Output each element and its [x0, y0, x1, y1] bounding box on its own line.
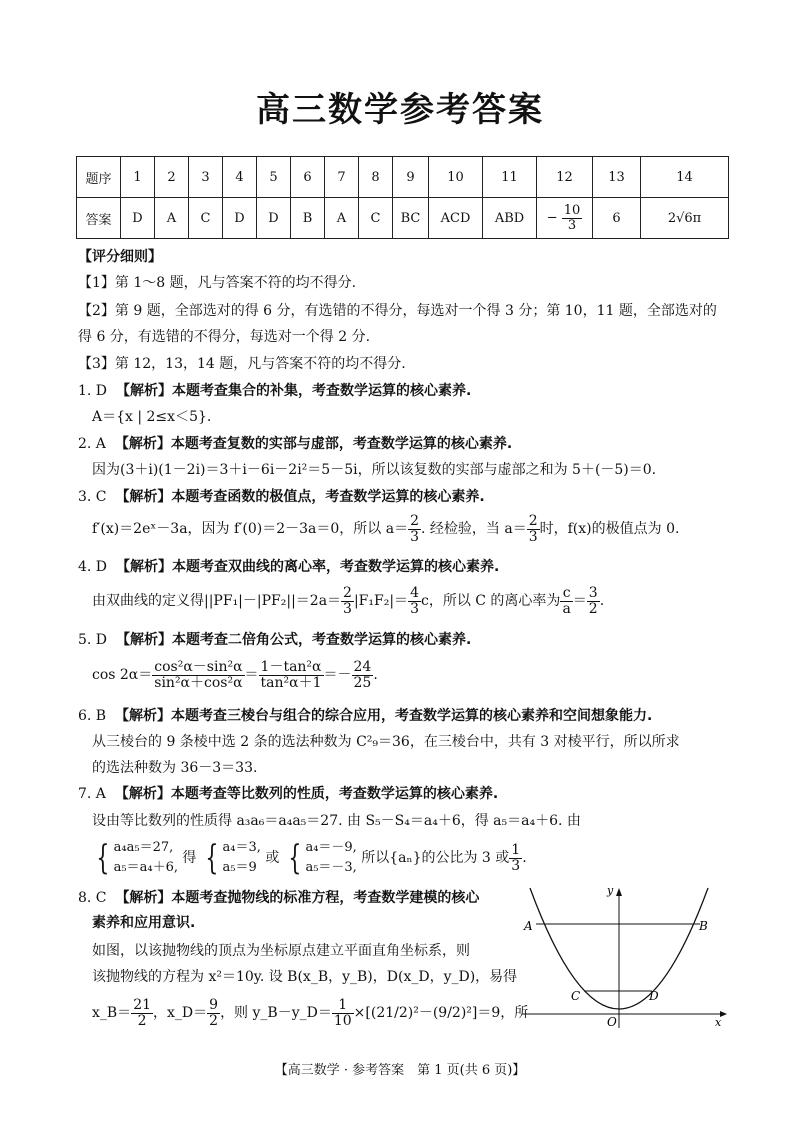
q8-line-1: 如图，以该抛物线的顶点为坐标原点建立平面直角坐标系，则 — [92, 943, 470, 959]
equation-system — [223, 838, 261, 878]
equation: a₅＝9 — [222, 860, 257, 875]
answer-cell: D — [257, 198, 291, 239]
q6-line-2: 的选法种数为 36－3＝33. — [92, 760, 258, 776]
rule-2b: 得 6 分，有选错的不得分，每选对一个得 2 分. — [78, 329, 371, 345]
fraction — [352, 660, 374, 690]
equation: a₅＝a₄＋6, — [113, 860, 178, 875]
fraction-numerator: 21 — [133, 997, 152, 1013]
fraction — [587, 586, 600, 616]
equation-system — [114, 838, 178, 878]
q8-line-3 — [92, 998, 528, 1028]
answer-cell: D — [223, 198, 257, 239]
fraction-numerator: 4 — [410, 585, 419, 601]
question-number: 5 — [257, 157, 291, 198]
fraction-denominator: 3 — [410, 600, 419, 617]
fraction — [207, 998, 220, 1028]
question-number: 3 — [189, 157, 223, 198]
answer-cell: ACD — [429, 198, 483, 239]
fraction — [332, 998, 354, 1028]
fraction-denominator: 3 — [343, 600, 352, 617]
fraction-numerator: 1 — [511, 841, 521, 858]
label-c: C — [571, 989, 581, 1003]
fraction — [408, 586, 421, 616]
equation: a₄a₅＝27, — [113, 840, 174, 855]
q7-line-1: 设由等比数列的性质得 a₃a₆＝a₄a₅＝27. 由 S₅－S₄＝a₄＋6，得 a₅＝a₄＋6. 由 — [92, 813, 581, 829]
brace: { — [96, 838, 110, 878]
fraction-denominator: 3 — [567, 217, 577, 233]
question-number: 7 — [325, 157, 359, 198]
q2-answer: 2. A — [78, 436, 106, 452]
rule-2a: 【2】第 9 题，全部选对的得 6 分，有选错的不得分，每选对一个得 3 分；第 10，11 题，全部选对的 — [78, 303, 717, 319]
q4-text: c，所以 C 的离心率为 — [420, 593, 561, 610]
q6-line-1: 从三棱台的 9 条棱中选 2 条的选法种数为 C²₉＝36，在三棱台中，共有 3 对棱平行，所以所求 — [92, 734, 680, 750]
brace: { — [288, 838, 302, 878]
fraction-numerator: 9 — [209, 997, 219, 1013]
answer-cell: ABD — [483, 198, 537, 239]
label-y: y — [607, 884, 614, 897]
q4-answer: 4. D — [78, 559, 108, 575]
fraction-denominator: 2 — [137, 1012, 147, 1029]
q2-analysis: 【解析】本题考查复数的实部与虚部，考查数学运算的核心素养. — [114, 436, 513, 452]
q7-text: 所以{aₙ}的公比为 3 或 — [361, 850, 510, 866]
parabola-figure — [522, 880, 732, 1030]
y-axis-arrow — [616, 888, 622, 896]
answer-cell: C — [189, 198, 223, 239]
q8-heading — [78, 888, 479, 908]
label-o: O — [607, 1015, 617, 1029]
fraction-denominator: 3 — [511, 857, 521, 874]
q5-text: ＝ — [244, 667, 259, 684]
fraction — [509, 843, 522, 873]
answer-cell: B — [291, 198, 325, 239]
equation: a₄＝3, — [222, 840, 261, 855]
fraction-denominator: 2 — [588, 600, 598, 617]
q5-answer: 5. D — [78, 632, 108, 648]
rule-3: 【3】第 12，13，14 题，凡与答案不符的均不得分. — [78, 356, 406, 372]
q8-analysis: 【解析】本题考查抛物线的标准方程，考查数学建模的核心 — [115, 890, 480, 906]
row-label-answer: 答案 — [77, 198, 121, 239]
q4-text: ＝ — [572, 593, 587, 610]
fraction-numerator: 1 — [332, 998, 354, 1014]
answer-cell: A — [155, 198, 189, 239]
q8-text: x_B＝ — [92, 1005, 132, 1022]
q4-text: . — [599, 593, 605, 610]
fraction-numerator: 3 — [588, 585, 598, 601]
question-number: 6 — [291, 157, 325, 198]
label-x: x — [715, 1016, 722, 1029]
question-number: 13 — [593, 157, 641, 198]
q6-heading — [78, 706, 652, 726]
fraction-denominator: 25 — [353, 674, 372, 691]
question-number: 4 — [223, 157, 257, 198]
fraction — [152, 660, 244, 690]
q2-body: 因为(3＋i)(1－2i)＝3＋i－6i－2i²＝5－5i，所以该复数的实部与虚部之和为 5＋(－5)＝0. — [92, 462, 657, 478]
fraction-denominator: a — [562, 600, 571, 617]
rules-heading: 【评分细则】 — [78, 249, 162, 265]
answer-cell: D — [121, 198, 155, 239]
q6-answer: 6. B — [78, 708, 107, 724]
q5-analysis: 【解析】本题考查二倍角公式，考查数学运算的核心素养. — [115, 632, 472, 648]
q3-body — [92, 514, 679, 544]
q2-heading — [78, 434, 512, 454]
page-title: 高三数学参考答案 — [256, 90, 544, 130]
question-number: 10 — [429, 157, 483, 198]
q8-line-2: 该抛物线的方程为 x²＝10y. 设 B(x_B，y_B)，D(x_D，y_D)，易得 — [92, 969, 518, 985]
q7-analysis: 【解析】本题考查等比数列的性质，考查数学运算的核心素养. — [114, 786, 499, 802]
q4-heading — [78, 557, 499, 577]
q3-analysis: 【解析】本题考查函数的极值点，考查数学运算的核心素养. — [115, 489, 485, 505]
q7-answer: 7. A — [78, 786, 106, 802]
fraction — [341, 586, 354, 616]
table-row-numbers — [77, 157, 729, 198]
fraction — [560, 586, 572, 616]
page-footer: 【高三数学 · 参考答案 第 1 页(共 6 页)】 — [274, 1063, 526, 1078]
q5-text: ＝－ — [323, 667, 352, 684]
equation-system — [305, 838, 356, 878]
q1-body: A＝{x | 2≤x＜5}. — [92, 409, 212, 425]
answer-cell-14: 2√6π — [641, 198, 729, 239]
q6-analysis: 【解析】本题考查三棱台与组合的综合应用，考查数学运算的核心素养和空间想象能力. — [115, 708, 653, 724]
fraction-denominator: 10 — [333, 1012, 352, 1029]
fraction-numerator: 24 — [353, 659, 372, 675]
answer-table — [76, 156, 729, 239]
question-number: 14 — [641, 157, 729, 198]
question-number: 12 — [537, 157, 593, 198]
fraction — [131, 998, 153, 1028]
label-a: A — [524, 919, 533, 933]
fraction-numerator: 1－tan²α — [260, 659, 322, 675]
fraction-numerator: 2 — [528, 513, 538, 529]
q3-text: f′(x)＝2eˣ－3a，因为 f′(0)＝2－3a＝0，所以 a＝ — [92, 521, 409, 538]
q7-text: 或 — [265, 850, 280, 866]
fraction-numerator: 2 — [343, 585, 352, 601]
fraction-denominator: 3 — [528, 528, 538, 545]
q8-text: ，x_D＝ — [153, 1005, 208, 1022]
q8-text: ，则 y_B－y_D＝ — [220, 1005, 332, 1022]
fraction-denominator: 2 — [209, 1012, 219, 1029]
q1-analysis: 【解析】本题考查集合的补集，考查数学运算的核心素养. — [115, 383, 472, 399]
q3-answer: 3. C — [78, 489, 107, 505]
q4-body — [92, 586, 604, 616]
fraction-numerator: 2 — [410, 513, 419, 529]
brace: { — [205, 838, 219, 878]
q3-text: . 经检验，当 a＝ — [421, 521, 527, 538]
fraction-numerator: c — [560, 586, 572, 602]
equation: a₅＝－3, — [305, 860, 357, 875]
fraction — [259, 660, 324, 690]
fraction — [527, 514, 540, 544]
answer-cell: A — [325, 198, 359, 239]
q8-text: ×[(21/2)²－(9/2)²]＝9，所 — [353, 1005, 529, 1022]
q4-text: 由双曲线的定义得||PF₁|－|PF₂||＝2a＝ — [92, 593, 342, 610]
equation: a₄＝－9, — [305, 840, 357, 855]
fraction — [408, 514, 421, 544]
fraction-denominator: 3 — [410, 528, 419, 545]
question-number: 2 — [155, 157, 189, 198]
question-number: 11 — [483, 157, 537, 198]
answer-12-fraction — [562, 204, 583, 232]
q5-body — [92, 660, 378, 690]
q7-systems — [92, 838, 527, 878]
fraction-denominator: tan²α＋1 — [260, 674, 322, 691]
answer-cell: 6 — [593, 198, 641, 239]
fraction-numerator: cos²α－sin²α — [154, 659, 243, 675]
answer-12-sign: − — [546, 210, 558, 226]
fraction-numerator: 10 — [563, 202, 581, 218]
q3-text: 时，f(x)的极值点为 0. — [539, 521, 680, 538]
q5-heading — [78, 630, 471, 650]
q8-answer: 8. C — [78, 890, 107, 906]
rule-1: 【1】第 1～8 题，凡与答案不符的均不得分. — [78, 275, 357, 291]
q7-text: 得 — [182, 850, 197, 866]
label-b: B — [699, 919, 708, 933]
q1-heading — [78, 381, 471, 401]
label-d: D — [649, 989, 659, 1003]
q1-answer: 1. D — [78, 383, 108, 399]
q5-text: . — [373, 667, 378, 684]
q7-text: . — [522, 850, 527, 866]
answer-cell: BC — [393, 198, 429, 239]
q4-text: |F₁F₂|＝ — [353, 593, 409, 610]
table-row-answers — [77, 198, 729, 239]
question-number: 9 — [393, 157, 429, 198]
question-number: 1 — [121, 157, 155, 198]
q3-heading — [78, 487, 485, 507]
q8-analysis-cont: 素养和应用意识. — [92, 915, 196, 931]
q7-heading — [78, 784, 498, 804]
answer-cell-12 — [537, 198, 593, 239]
question-number: 8 — [359, 157, 393, 198]
q5-text: cos 2α＝ — [92, 667, 153, 684]
answer-cell: C — [359, 198, 393, 239]
q4-analysis: 【解析】本题考查双曲线的离心率，考查数学运算的核心素养. — [115, 559, 500, 575]
row-label-number: 题序 — [77, 157, 121, 198]
fraction-denominator: sin²α＋cos²α — [154, 674, 243, 691]
